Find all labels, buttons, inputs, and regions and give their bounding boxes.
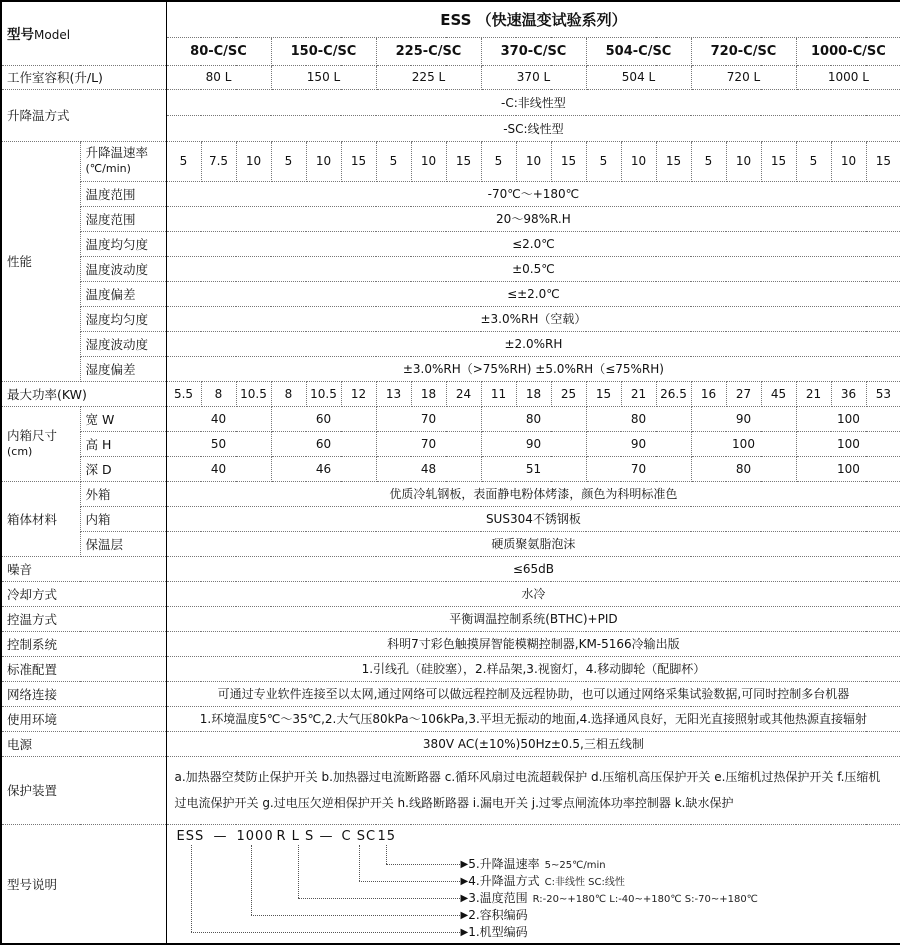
power-cell: 8 [201,381,236,406]
perf-label: 湿度均匀度 [80,306,166,331]
power-cell: 24 [446,381,481,406]
perf-value: ±3.0%RH（空载） [166,306,900,331]
perf-value: ±0.5℃ [166,256,900,281]
size-d-label: 深 D [80,456,166,481]
cooling-row [1,581,900,606]
row-label: 网络连接 [1,681,166,706]
height-cell: 100 [691,431,796,456]
height-cell: 100 [796,431,900,456]
material-sub-label: 保温层 [80,531,166,556]
ramp-mode-line: -C:非线性型 [166,89,900,115]
row-label: 电源 [1,731,166,756]
perf-row [1,256,900,281]
model-explain-row [1,824,900,944]
rate-cell: 15 [551,141,586,181]
power-cell: 16 [691,381,726,406]
perf-row [1,181,900,206]
size-h-label: 高 H [80,431,166,456]
rate-cell: 15 [866,141,900,181]
perf-label: 温度偏差 [80,281,166,306]
volume-cell: 720 L [691,65,796,89]
power-cell: 25 [551,381,586,406]
arrow-right-icon: ▶ [460,858,469,870]
power-cell: 18 [516,381,551,406]
volume-cell: 150 L [271,65,376,89]
width-cell: 80 [586,406,691,431]
power-cell: 12 [341,381,376,406]
row-value: 1.引线孔（硅胶塞），2.样品架,3.视窗灯，4.移动脚轮（配脚杯） [166,656,900,681]
row-value: 可通过专业软件连接至以太网,通过网络可以做远程控制及远程协助，也可以通过网络采集试验数据,可同时控制多台机器 [166,681,900,706]
depth-cell: 48 [376,456,481,481]
rate-cell: 5 [271,141,306,181]
power-cell: 5.5 [166,381,201,406]
volume-cell: 1000 L [796,65,900,89]
material-row [1,531,900,556]
rate-cell: 15 [761,141,796,181]
perf-row [1,206,900,231]
depth-cell: 100 [796,456,900,481]
diagram-line [191,932,462,933]
diagram-line [386,864,462,865]
row-label: 冷却方式 [1,581,166,606]
model-code-part: 15 [377,828,397,844]
diagram-line [386,845,387,864]
model-code-part: — [319,828,334,844]
noise-row [1,556,900,581]
size-w-label: 宽 W [80,406,166,431]
row-value: ≤65dB [166,556,900,581]
model-explain-label: 型号说明 [1,824,166,944]
ramp-mode-label: 升降温方式 [1,89,166,141]
legend-item: ▶5.升降温速率 5~25℃/min [460,856,606,871]
height-cell: 60 [271,431,376,456]
network-row [1,681,900,706]
legend-item: ▶3.温度范围 R:-20~+180℃ L:-40~+180℃ S:-70~+180℃ [460,890,758,905]
rate-cell: 5 [166,141,201,181]
model-label: 型号 [7,27,34,44]
power-cell: 21 [621,381,656,406]
perf-label: 温度范围 [80,181,166,206]
protection-row [1,756,900,824]
power-cell: 27 [726,381,761,406]
power-cell: 53 [866,381,900,406]
model-header: 80-C/SC [166,37,271,65]
width-cell: 40 [166,406,271,431]
power-cell: 45 [761,381,796,406]
model-header: 225-C/SC [376,37,481,65]
power-cell: 18 [411,381,446,406]
model-code-part: ESS [176,828,205,844]
material-sub-label: 外箱 [80,481,166,506]
max-power-label: 最大功率(KW) [1,381,166,406]
legend-item: ▶1.机型编码 [460,924,528,939]
power-cell: 11 [481,381,516,406]
rate-cell: 10 [236,141,271,181]
depth-cell: 51 [481,456,586,481]
row-value: 380V AC(±10%)50Hz±0.5,三相五线制 [166,731,900,756]
perf-row [1,281,900,306]
width-cell: 70 [376,406,481,431]
row-value: 科明7寸彩色触摸屏智能模糊控制器,KM-5166冷输出版 [166,631,900,656]
rate-cell: 15 [341,141,376,181]
perf-label: 湿度波动度 [80,331,166,356]
rate-cell: 15 [656,141,691,181]
height-cell: 50 [166,431,271,456]
width-cell: 100 [796,406,900,431]
material-row [1,481,900,506]
perf-value: ±2.0%RH [166,331,900,356]
diagram-line [298,898,462,899]
rate-cell: 5 [376,141,411,181]
ramp-rate-label: 升降温速率 (℃/min) [80,141,166,181]
width-cell: 80 [481,406,586,431]
model-code-part: R L S [276,828,315,844]
rate-cell: 10 [831,141,866,181]
power-cell: 8 [271,381,306,406]
material-label: 箱体材料 [1,481,80,556]
perf-row [1,231,900,256]
model-code-diagram [166,824,900,944]
height-cell: 90 [586,431,691,456]
arrow-right-icon: ▶ [460,892,469,904]
row-value: 1.环境温度5℃～35℃,2.大气压80kPa～106kPa,3.平坦无振动的地面,4.选择通风良好，无阳光直接照射或其他热源直接辐射 [166,706,900,731]
temp-control-row [1,606,900,631]
rate-cell: 10 [306,141,341,181]
row-label: 控温方式 [1,606,166,631]
perf-value: -70℃～+180℃ [166,181,900,206]
row-label: 噪音 [1,556,166,581]
row-value: 平衡调温控制系统(BTHC)+PID [166,606,900,631]
model-header: 720-C/SC [691,37,796,65]
model-header: 504-C/SC [586,37,691,65]
perf-row [1,331,900,356]
performance-label: 性能 [1,141,80,381]
model-label-cell [1,1,166,65]
volume-row [1,65,900,89]
diagram-line [298,845,299,898]
model-header: 1000-C/SC [796,37,900,65]
height-cell: 70 [376,431,481,456]
rate-cell: 5 [796,141,831,181]
power-supply-row [1,731,900,756]
material-row [1,506,900,531]
row-label: 控制系统 [1,631,166,656]
perf-label: 湿度范围 [80,206,166,231]
arrow-right-icon: ▶ [460,875,469,887]
depth-cell: 70 [586,456,691,481]
power-cell: 10.5 [306,381,341,406]
protection-label: 保护装置 [1,756,166,824]
series-title: ESS （快速温变试验系列） [166,1,900,37]
perf-value: ≤2.0℃ [166,231,900,256]
arrow-right-icon: ▶ [460,926,469,938]
perf-label: 湿度偏差 [80,356,166,381]
inner-size-row [1,406,900,431]
volume-cell: 80 L [166,65,271,89]
model-code-part: C SC [341,828,377,844]
power-cell: 13 [376,381,411,406]
perf-row [1,356,900,381]
arrow-right-icon: ▶ [460,909,469,921]
volume-label: 工作室容积(升/L) [1,65,166,89]
perf-value: ±3.0%RH（>75%RH) ±5.0%RH（≤75%RH) [166,356,900,381]
row-value: 水冷 [166,581,900,606]
control-system-row [1,631,900,656]
rate-cell: 15 [446,141,481,181]
power-cell: 26.5 [656,381,691,406]
volume-cell: 370 L [481,65,586,89]
material-sub-label: 内箱 [80,506,166,531]
perf-label: 温度波动度 [80,256,166,281]
width-cell: 60 [271,406,376,431]
perf-row [1,306,900,331]
power-cell: 10.5 [236,381,271,406]
ramp-mode-line: -SC:线性型 [166,115,900,141]
rate-cell: 5 [481,141,516,181]
depth-cell: 40 [166,456,271,481]
max-power-row [1,381,900,406]
depth-cell: 80 [691,456,796,481]
volume-cell: 225 L [376,65,481,89]
rate-cell: 5 [691,141,726,181]
rate-cell: 7.5 [201,141,236,181]
diagram-line [251,845,252,915]
material-value: 硬质聚氨脂泡沫 [166,531,900,556]
inner-size-label: 内箱尺寸 (cm) [1,406,80,481]
rate-cell: 10 [621,141,656,181]
rate-cell: 10 [411,141,446,181]
rate-cell: 10 [726,141,761,181]
perf-label: 温度均匀度 [80,231,166,256]
ramp-rate-row [1,141,900,181]
diagram-line [359,845,360,881]
model-header: 370-C/SC [481,37,586,65]
legend-item: ▶4.升降温方式 C:非线性 SC:线性 [460,873,625,888]
model-code-part: 1000 [236,828,274,844]
diagram-line [359,881,462,882]
width-cell: 90 [691,406,796,431]
power-cell: 15 [586,381,621,406]
protection-value: a.加热器空焚防止保护开关 b.加热器过电流断路器 c.循环风扇过电流超载保护 d.压缩机高压保护开关 e.压缩机过热保护开关 f.压缩机过电流保护开关 g.过电压欠逆相保护开关 h.线路断路器 i.漏电开关 j.过零点闸流体功率控制器 k.缺水保护 [166,756,900,824]
power-cell: 36 [831,381,866,406]
material-value: 优质冷轧钢板，表面静电粉体烤漆，颜色为科明标准色 [166,481,900,506]
model-header: 150-C/SC [271,37,376,65]
perf-value: 20～98%R.H [166,206,900,231]
power-cell: 21 [796,381,831,406]
standard-config-row [1,656,900,681]
row-label: 使用环境 [1,706,166,731]
height-cell: 90 [481,431,586,456]
model-label-en: Model [34,28,71,43]
volume-cell: 504 L [586,65,691,89]
legend-item: ▶2.容积编码 [460,907,528,922]
perf-value: ≤±2.0℃ [166,281,900,306]
model-code-part: — [213,828,228,844]
material-value: SUS304不锈钢板 [166,506,900,531]
inner-size-row [1,456,900,481]
depth-cell: 46 [271,456,376,481]
environment-row [1,706,900,731]
diagram-line [251,915,462,916]
rate-cell: 5 [586,141,621,181]
row-label: 标准配置 [1,656,166,681]
rate-cell: 10 [516,141,551,181]
diagram-line [191,845,192,932]
inner-size-row [1,431,900,456]
ramp-mode-row [1,89,900,115]
